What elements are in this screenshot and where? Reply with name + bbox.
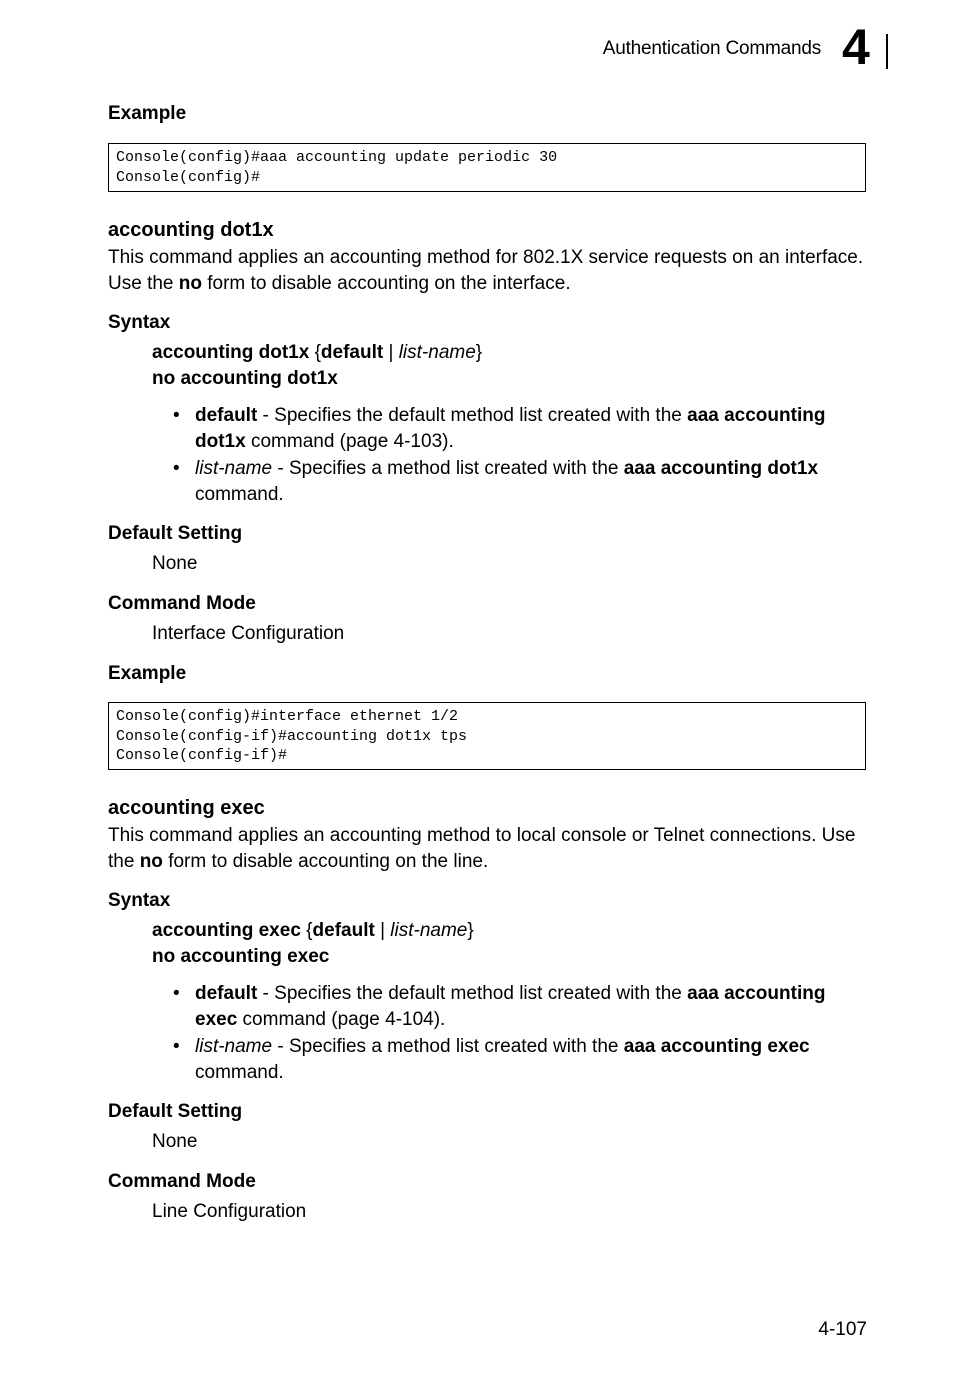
syntax-line: accounting dot1x {default | list-name} [152, 342, 483, 363]
default-setting-heading: Default Setting [108, 1101, 243, 1122]
command-mode-value: Interface Configuration [152, 623, 345, 644]
parameter-list [173, 403, 868, 509]
default-setting-heading: Default Setting [108, 523, 243, 544]
page-number: 4-107 [818, 1319, 867, 1340]
code-example [108, 143, 866, 192]
bullet-icon: • [173, 983, 180, 1004]
syntax-heading: Syntax [108, 890, 171, 911]
syntax-no-form: no accounting exec [152, 946, 330, 967]
chapter-number: 4 [842, 19, 870, 75]
code-line: Console(config-if)# [116, 747, 288, 764]
bullet-icon: • [173, 405, 180, 426]
command-title: accounting dot1x [108, 219, 274, 241]
list-item: • default - Specifies the default method list created with the aaa accounting dot1x command (page 4-103). [173, 405, 826, 452]
bullet-icon: • [173, 1036, 180, 1057]
syntax-no-form: no accounting dot1x [152, 368, 338, 389]
code-example [108, 702, 866, 770]
syntax-heading: Syntax [108, 312, 171, 333]
syntax-line: accounting exec {default | list-name} [152, 920, 474, 941]
command-mode-heading: Command Mode [108, 1171, 256, 1192]
command-mode-value: Line Configuration [152, 1201, 307, 1222]
parameter-list [173, 981, 868, 1087]
default-setting-value: None [152, 553, 198, 574]
example-heading: Example [108, 663, 187, 684]
code-line: Console(config-if)#accounting dot1x tps [116, 727, 468, 745]
list-item: • list-name - Specifies a method list created with the aaa accounting exec command. [173, 1036, 810, 1083]
list-item: • list-name - Specifies a method list created with the aaa accounting dot1x command. [173, 458, 819, 505]
list-item: • default - Specifies the default method list created with the aaa accounting exec command (page 4-104). [173, 983, 826, 1030]
code-line: Console(config)# [116, 168, 261, 186]
command-title: accounting exec [108, 797, 265, 819]
bullet-icon: • [173, 458, 180, 479]
chapter-divider [886, 34, 888, 69]
code-line: Console(config)#interface ethernet 1/2 [116, 708, 459, 725]
example-heading: Example [108, 103, 187, 124]
command-description: This command applies an accounting method for 802.1X service requests on an interface. Use the no form to disable accounting on the interface. [108, 247, 864, 294]
code-line: Console(config)#aaa accounting update periodic 30 [116, 149, 558, 166]
command-description: This command applies an accounting method to local console or Telnet connections. Use the no form to disable accounting on the line. [108, 825, 856, 872]
default-setting-value: None [152, 1131, 198, 1152]
command-mode-heading: Command Mode [108, 593, 256, 614]
running-header-title: Authentication Commands [602, 38, 821, 59]
